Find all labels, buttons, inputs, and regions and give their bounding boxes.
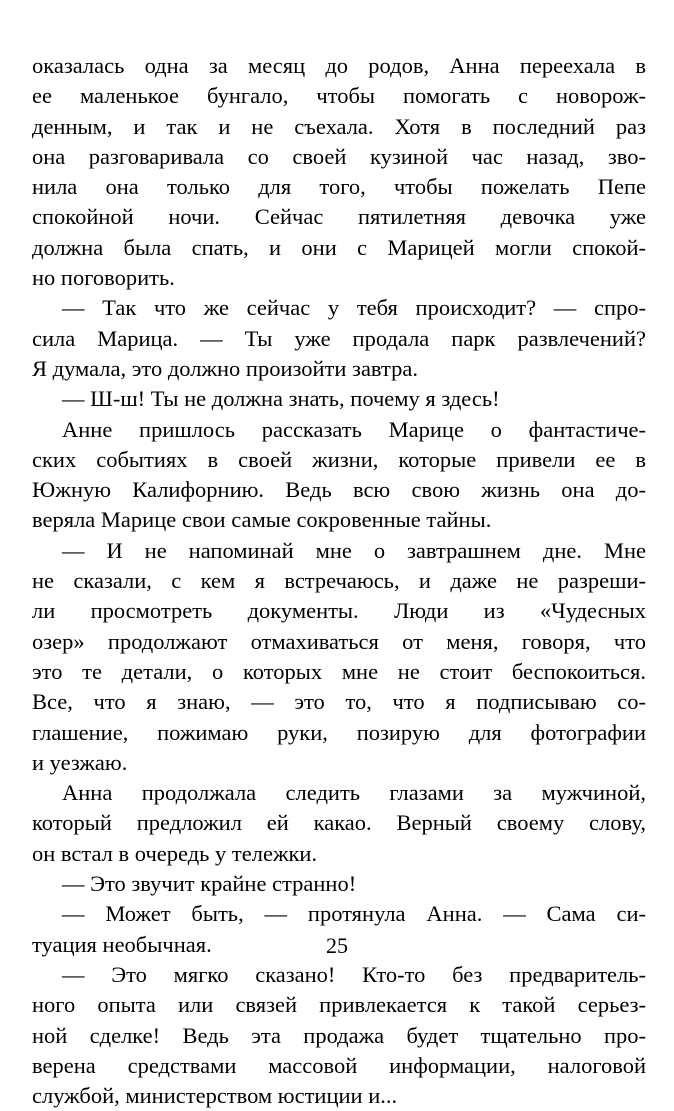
text-line: — И не напоминай мне о завтрашнем дне. Мне (62, 537, 646, 563)
text-line: — Это звучит крайне странно! (62, 871, 357, 897)
text-line: — Может быть, — протянула Анна. — Сама си- (62, 901, 646, 927)
text-line: верена средствами массовой информации, налоговой (32, 1052, 646, 1078)
text-line: оказалась одна за месяц до родов, Анна переехала в (32, 53, 646, 78)
text-line: Все, что я знаю, — это то, что я подписываю со- (32, 689, 646, 715)
text-line: ских событиях в своей жизни, которые привели ее в (32, 446, 646, 472)
text-line: туация необычная. (32, 931, 212, 957)
text-line: глашение, пожимаю руки, позирую для фотографии (32, 719, 646, 745)
text-line: это те детали, о которых мне не стоит беспокоиться. (32, 658, 646, 684)
text-line: но поговорить. (32, 265, 175, 291)
text-line: — Ш-ш! Ты не должна знать, почему я здесь! (62, 386, 500, 412)
text-line: ее маленькое бунгало, чтобы помогать с новорож- (32, 83, 646, 109)
text-line: он встал в очередь у тележки. (32, 840, 318, 866)
text-line: и уезжаю. (32, 749, 128, 775)
text-line: не сказали, с кем я встречаюсь, и даже не разреши- (32, 568, 646, 594)
text-line: ного опыта или связей привлекается к такой серьез- (32, 992, 646, 1018)
text-line: Анна продолжала следить глазами за мужчиной, (62, 780, 646, 806)
text-line: — Так что же сейчас у тебя происходит? — спро- (62, 295, 646, 321)
text-line: службой, министерством юстиции и... (32, 1083, 398, 1109)
text-line: Южную Калифорнию. Ведь всю свою жизнь она до- (32, 477, 646, 503)
text-line: она разговаривала со своей кузиной час назад, зво- (32, 143, 646, 169)
text-line: ной сделке! Ведь эта продажа будет тщательно про- (32, 1022, 646, 1048)
text-line: должна была спать, и они с Марицей могли спокой- (32, 234, 646, 260)
text-line: спокойной ночи. Сейчас пятилетняя девочка уже (32, 204, 646, 230)
text-line: который предложил ей какао. Верный своему слову, (32, 810, 646, 836)
text-line: — Это мягко сказано! Кто-то без предваритель- (62, 961, 646, 987)
text-line: ли просмотреть документы. Люди из «Чудесных (32, 598, 646, 624)
text-line: озер» продолжают отмахиваться от меня, говоря, что (32, 628, 646, 654)
text-line: сила Марица. — Ты уже продала парк развлечений? (32, 325, 646, 351)
text-line: Анне пришлось рассказать Марице о фантастиче- (62, 416, 646, 442)
text-line: нила она только для того, чтобы пожелать Пепе (32, 174, 646, 200)
text-line: денным, и так и не съехала. Хотя в последний раз (32, 113, 646, 139)
text-line: Я думала, это должно произойти завтра. (32, 355, 418, 381)
text-line: веряла Марице свои самые сокровенные тайны. (32, 507, 492, 533)
page-number: 25 (326, 933, 348, 958)
